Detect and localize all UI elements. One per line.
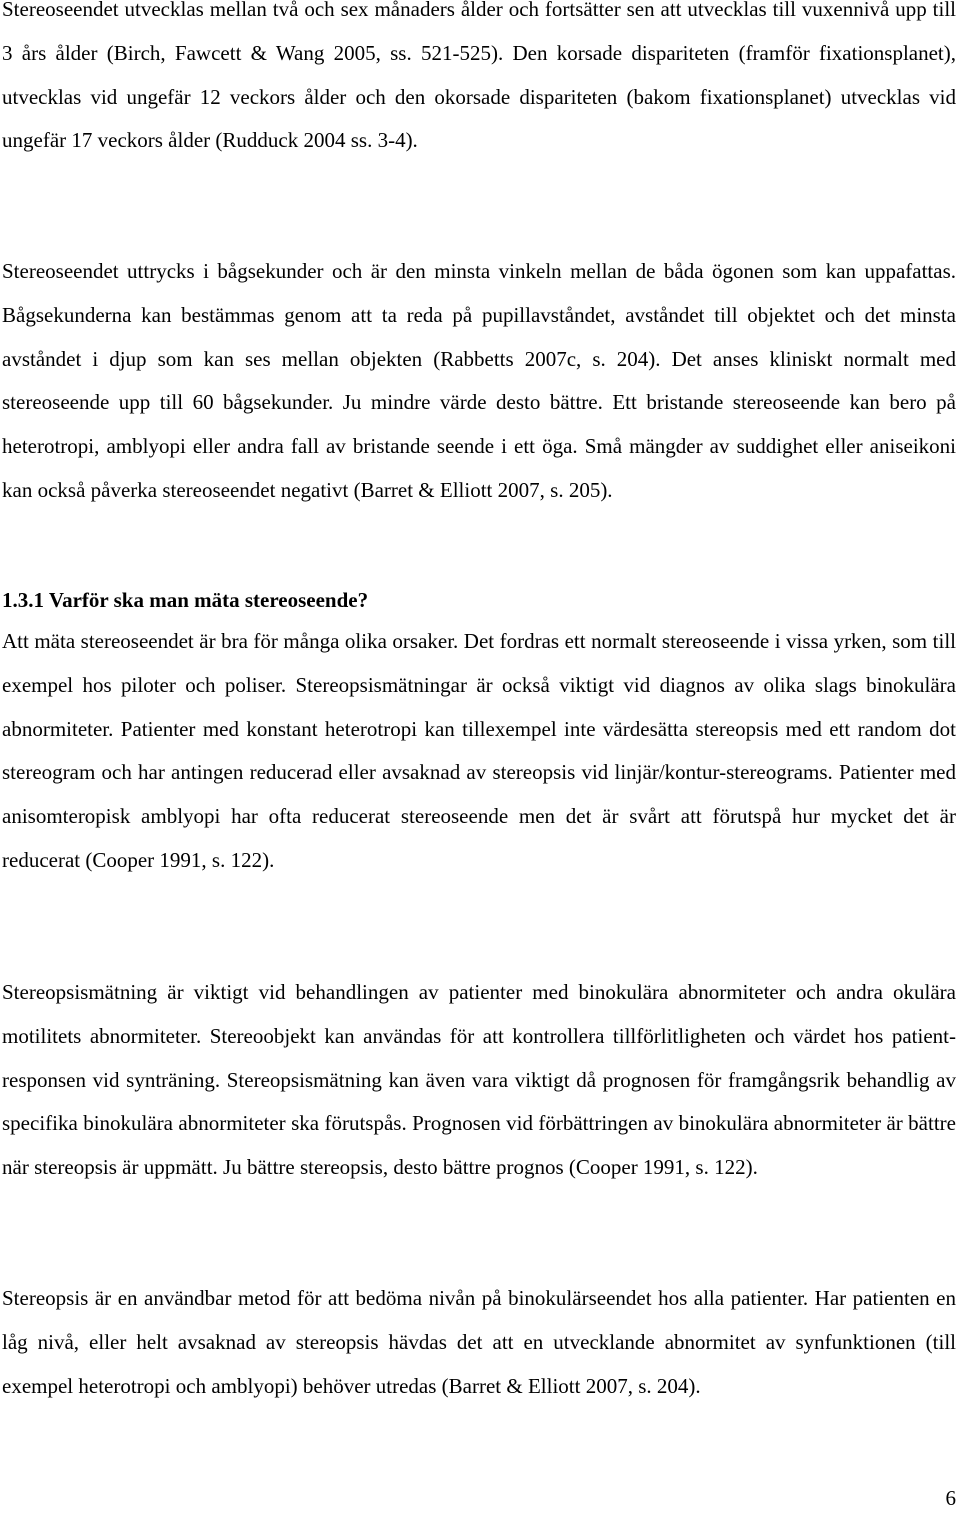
page-number: 6	[945, 1486, 956, 1510]
paragraph-why-measure: Att mäta stereoseendet är bra för många olika orsaker. Det fordras ett normalt stereoseende i vissa yrken, som till exempel hos piloter och poliser. Stereopsismätningar är också viktigt vid diagnos av olika slags binokulära abnormiteter. Patienter med konstant heterotropi kan tillexempel inte värdesätta stereopsis med ett random dot stereogram och har antingen reducerad eller avsaknad av stereopsis vid linjär/kontur-stereograms. Patienter med anisomteropisk amblyopi har ofta reducerat stereoseende men det är svårt att förutspå hur mycket det är reducerat (Cooper 1991, s. 122).	[2, 629, 956, 872]
paragraph-method: Stereopsis är en användbar metod för att bedöma nivån på binokulärseendet hos alla patienter. Har patienten en låg nivå, eller helt avsaknad av stereopsis hävdas det att en utvecklande abnormitet av synfunktionen (till exempel heterotropi och amblyopi) behöver utredas (Barret & Elliott 2007, s. 204).	[2, 1286, 956, 1398]
paragraph-treatment: Stereopsismätning är viktigt vid behandlingen av patienter med binokulära abnormiteter och andra okulära motilitets abnormiteter. Stereoobjekt kan användas för att kontrollera tillförlitligheten och värdet hos patient-responsen vid synträning. Stereopsismätning kan även vara viktigt då prognosen för framgångsrik behandlig av specifika binokulära abnormiteter ska förutspås. Prognosen vid förbättringen av binokulära abnormiteter är bättre när stereopsis är uppmätt. Ju bättre stereopsis, desto bättre prognos (Cooper 1991, s. 122).	[2, 980, 956, 1180]
paragraph-stereo-development: Stereoseendet utvecklas mellan två och sex månaders ålder och fortsätter sen att utvecklas till vuxennivå upp till 3 års ålder (Birch, Fawcett & Wang 2005, ss. 521-525). Den korsade dispariteten (framför fixationsplanet), utvecklas vid ungefär 12 veckors ålder och den okorsade dispariteten (bakom fixationsplanet) utvecklas vid ungefär 17 veckors ålder (Rudduck 2004 ss. 3-4).	[2, 0, 956, 153]
section-heading: 1.3.1 Varför ska man mäta stereoseende?	[2, 588, 369, 612]
paragraph-arcseconds: Stereoseendet uttrycks i bågsekunder och är den minsta vinkeln mellan de båda ögonen som kan uppafattas. Bågsekunderna kan bestämmas genom att ta reda på pupillavståndet, avståndet till objektet och det minsta avståndet i djup som kan ses mellan objekten (Rabbetts 2007c, s. 204). Det anses kliniskt normalt med stereoseende upp till 60 bågsekunder. Ju mindre värde desto bättre. Ett bristande stereoseende kan bero på heterotropi, amblyopi eller andra fall av bristande seende i ett öga. Små mängder av suddighet eller aniseikoni kan också påverka stereoseendet negativt (Barret & Elliott 2007, s. 205).	[2, 259, 956, 502]
